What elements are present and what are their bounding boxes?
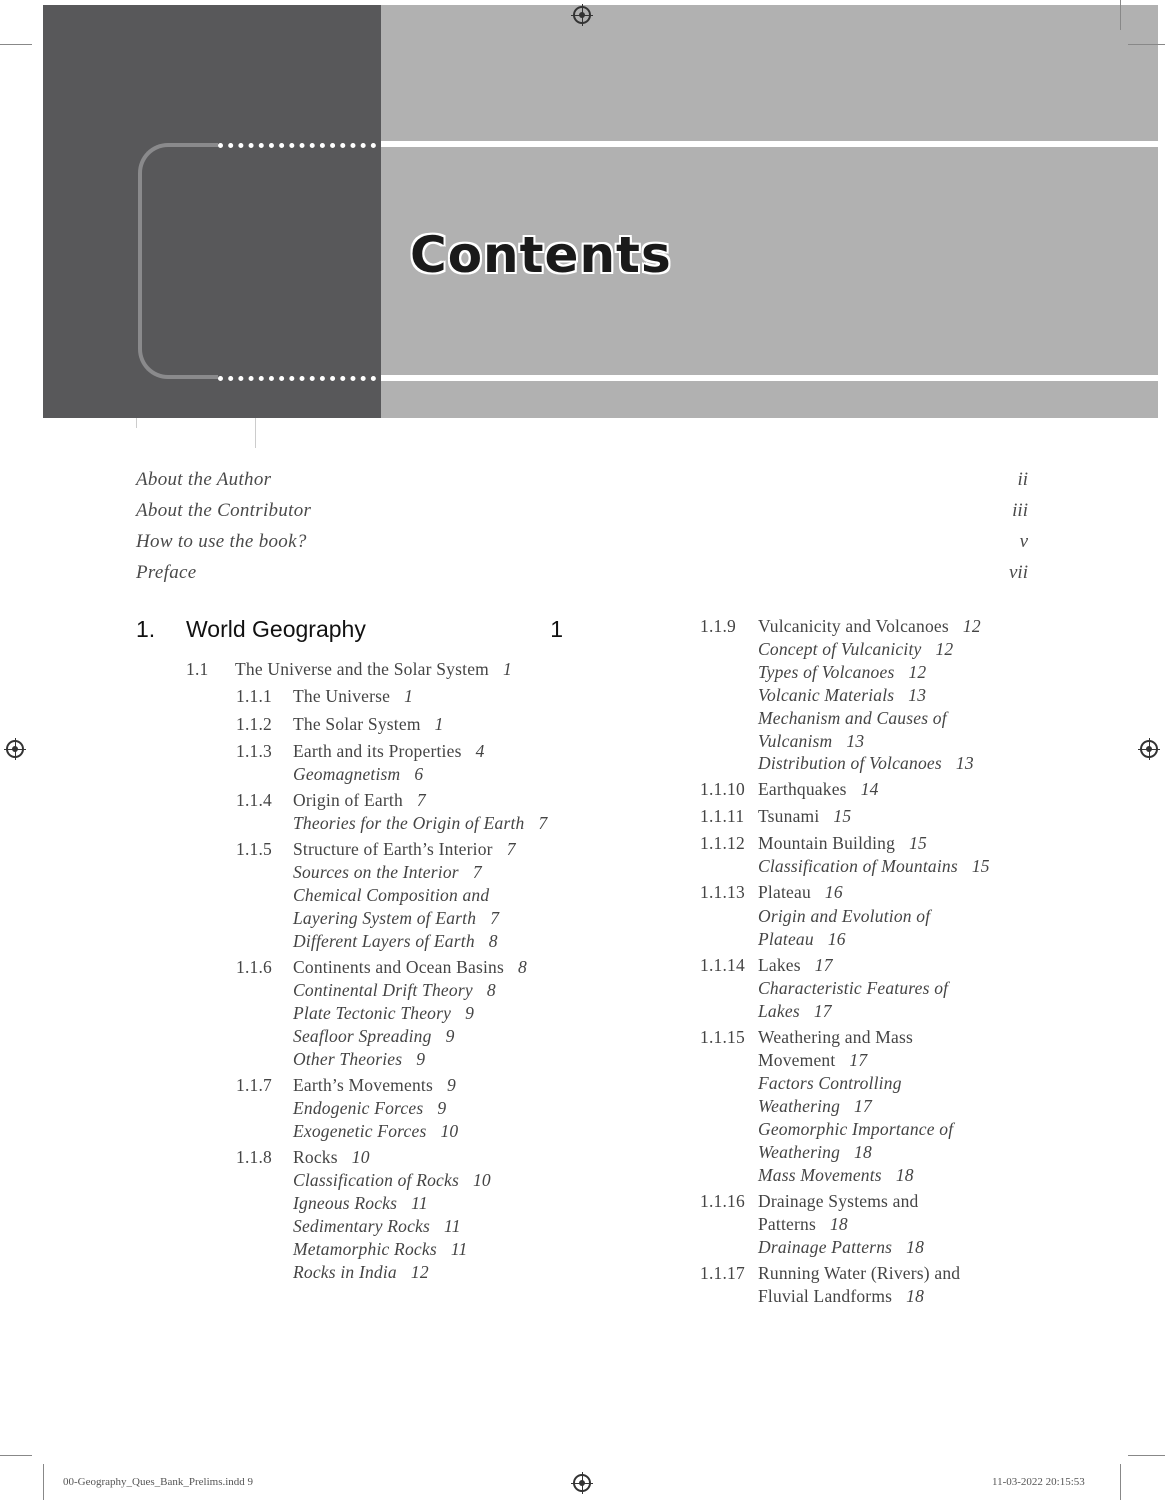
front-matter-page: iii (1012, 500, 1028, 521)
toc-entry-text: Layering System of Earth (293, 908, 477, 928)
registration-mark-top-icon (573, 6, 591, 24)
toc-entry-number: 1.1.7 (236, 1075, 272, 1095)
toc-entry-text: Rocks in India (293, 1262, 397, 1282)
toc-entry-page: 10 (351, 1147, 370, 1167)
chapter-number: 1. (136, 616, 156, 642)
toc-entry-text: Sedimentary Rocks (293, 1216, 431, 1236)
toc-entry-number: 1.1.14 (700, 955, 745, 975)
toc-entry-page: 15 (971, 856, 990, 876)
toc-entry-text: Distribution of Volcanoes (758, 753, 942, 773)
toc-entry (293, 1048, 425, 1070)
toc-entry-page: 14 (860, 779, 879, 799)
toc-entry (236, 740, 485, 762)
toc-entry-number: 1.1 (186, 659, 209, 679)
toc-entry (236, 713, 444, 735)
toc-entry-text: Drainage Patterns (758, 1237, 893, 1257)
registration-mark-bottom-icon (573, 1474, 591, 1492)
toc-entry (293, 861, 482, 883)
crop-mark (1128, 1455, 1165, 1456)
toc-entry (758, 1285, 924, 1307)
page-title: Contents (410, 226, 672, 284)
toc-entry (758, 977, 948, 999)
toc-entry-number: 1.1.6 (236, 957, 272, 977)
toc-entry-text: Exogenetic Forces (293, 1121, 427, 1141)
toc-entry-text: Concept of Vulcanicity (758, 639, 922, 659)
registration-mark-right-icon (1140, 740, 1158, 758)
toc-entry (293, 763, 423, 785)
toc-entry-number: 1.1.4 (236, 790, 272, 810)
toc-entry (293, 1169, 491, 1191)
toc-entry-number: 1.1.11 (700, 806, 745, 826)
toc-entry (293, 1238, 467, 1260)
toc-entry (758, 1118, 953, 1140)
toc-entry-text: Lakes (758, 955, 801, 975)
toc-entry-text: Factors Controlling (758, 1073, 902, 1093)
toc-entry-text: Classification of Mountains (758, 856, 958, 876)
toc-entry (236, 1146, 370, 1168)
toc-entry-text: Origin and Evolution of (758, 906, 931, 926)
toc-entry (293, 1002, 474, 1024)
chapter-page: 1 (550, 616, 563, 642)
toc-entry-page: 13 (908, 685, 927, 705)
toc-entry-text: Igneous Rocks (293, 1193, 398, 1213)
toc-entry (236, 685, 413, 707)
toc-entry-page: 1 (434, 714, 444, 734)
toc-entry-text: Plate Tectonic Theory (293, 1003, 452, 1023)
toc-entry-text: Rocks (293, 1147, 338, 1167)
toc-entry (236, 1074, 456, 1096)
toc-entry-page: 12 (908, 662, 927, 682)
crop-mark (1128, 44, 1165, 45)
front-matter-label: How to use the book? (136, 531, 307, 552)
toc-entry-page: 9 (446, 1075, 456, 1095)
toc-entry-page: 13 (846, 731, 865, 751)
guide-mark (255, 418, 256, 448)
toc-entry-text: Origin of Earth (293, 790, 403, 810)
toc-entry (758, 730, 864, 752)
toc-entry (758, 1236, 924, 1258)
toc-entry (700, 615, 981, 637)
toc-entry (758, 1164, 914, 1186)
header-bracket (138, 143, 218, 379)
toc-entry-text: Different Layers of Earth (293, 931, 475, 951)
toc-entry-text: Running Water (Rivers) and (758, 1263, 961, 1283)
toc-entry-page: 9 (437, 1098, 447, 1118)
toc-entry (758, 1072, 902, 1094)
toc-entry-number: 1.1.16 (700, 1191, 745, 1211)
toc-entry-text: Seafloor Spreading (293, 1026, 432, 1046)
toc-entry-text: Mountain Building (758, 833, 896, 853)
toc-entry (293, 1025, 455, 1047)
toc-entry-text: Fluvial Landforms (758, 1286, 893, 1306)
toc-entry-page: 17 (849, 1050, 868, 1070)
toc-entry-text: The Universe and the Solar System (235, 659, 489, 679)
toc-entry-text: Geomagnetism (293, 764, 401, 784)
toc-entry-text: Characteristic Features of (758, 978, 949, 998)
toc-entry-page: 18 (829, 1214, 848, 1234)
toc-entry-text: Weathering (758, 1142, 841, 1162)
toc-entry-text: The Solar System (293, 714, 421, 734)
toc-entry-page: 7 (538, 813, 548, 833)
header-dots-bottom (218, 376, 376, 381)
toc-entry (758, 684, 926, 706)
toc-entry-number: 1.1.1 (236, 686, 272, 706)
front-matter-page: ii (1017, 469, 1028, 490)
toc-entry (700, 954, 833, 976)
toc-entry-text: Movement (758, 1050, 836, 1070)
toc-entry-page: 7 (472, 862, 482, 882)
toc-entry (236, 956, 527, 978)
toc-entry (293, 1261, 429, 1283)
toc-entry-text: Endogenic Forces (293, 1098, 424, 1118)
toc-entry (758, 928, 846, 950)
toc-entry-text: Drainage Systems and (758, 1191, 919, 1211)
toc-entry (293, 1192, 428, 1214)
toc-entry-page: 9 (416, 1049, 426, 1069)
toc-entry-page: 4 (475, 741, 485, 761)
toc-entry-page: 7 (506, 839, 516, 859)
toc-entry-page: 11 (411, 1193, 428, 1213)
toc-entry-page: 6 (414, 764, 424, 784)
toc-entry (758, 752, 974, 774)
toc-entry-text: Vulcanism (758, 731, 833, 751)
toc-entry-number: 1.1.3 (236, 741, 272, 761)
toc-entry-text: Continents and Ocean Basins (293, 957, 504, 977)
header-rule-top (381, 141, 1158, 147)
toc-entry-page: 1 (502, 659, 512, 679)
toc-entry-number: 1.1.15 (700, 1027, 745, 1047)
toc-entry (700, 805, 851, 827)
toc-entry-text: Weathering and Mass (758, 1027, 913, 1047)
toc-entry (700, 832, 927, 854)
toc-entry-text: Chemical Composition and (293, 885, 490, 905)
guide-mark (136, 418, 137, 428)
toc-entry-page: 17 (854, 1096, 872, 1116)
toc-entry-page: 13 (955, 753, 974, 773)
toc-entry-page: 8 (488, 931, 498, 951)
toc-entry-text: Earth’s Movements (293, 1075, 433, 1095)
toc-entry-text: Classification of Rocks (293, 1170, 459, 1190)
toc-entry-page: 12 (410, 1262, 429, 1282)
toc-entry-page: 7 (490, 908, 500, 928)
toc-entry (236, 789, 426, 811)
toc-entry-text: Vulcanicity and Volcanoes (758, 616, 949, 636)
toc-entry-number: 1.1.13 (700, 882, 745, 902)
toc-entry (758, 905, 930, 927)
toc-entry-number: 1.1.8 (236, 1147, 272, 1167)
toc-entry-page: 7 (416, 790, 426, 810)
toc-entry-number: 1.1.12 (700, 833, 745, 853)
crop-mark (0, 44, 32, 45)
toc-entry (758, 1000, 832, 1022)
toc-entry (700, 778, 879, 800)
toc-entry (758, 1095, 872, 1117)
toc-entry (236, 838, 516, 860)
toc-entry (758, 661, 926, 683)
toc-entry-number: 1.1.10 (700, 779, 745, 799)
toc-entry (293, 812, 547, 834)
header-rule-bottom (381, 375, 1158, 381)
toc-entry (758, 1213, 848, 1235)
front-matter-page: vii (1009, 562, 1028, 583)
toc-entry-text: Continental Drift Theory (293, 980, 473, 1000)
toc-entry-text: Mass Movements (758, 1165, 882, 1185)
toc-entry-text: Earth and its Properties (293, 741, 462, 761)
toc-entry-text: Tsunami (758, 806, 820, 826)
toc-entry (293, 1215, 461, 1237)
toc-entry-page: 1 (404, 686, 414, 706)
toc-entry-text: Structure of Earth’s Interior (293, 839, 493, 859)
toc-entry-text: Geomorphic Importance of (758, 1119, 954, 1139)
toc-entry-page: 9 (445, 1026, 455, 1046)
toc-entry (293, 907, 499, 929)
chapter-title: World Geography (186, 616, 366, 642)
footer-timestamp: 11-03-2022 20:15:53 (992, 1476, 1085, 1488)
toc-entry-page: 15 (833, 806, 852, 826)
toc-entry-number: 1.1.2 (236, 714, 272, 734)
header-dots-top (218, 143, 376, 148)
front-matter-label: About the Contributor (136, 500, 312, 521)
toc-entry-text: Mechanism and Causes of (758, 708, 947, 728)
toc-entry (700, 1026, 913, 1048)
front-matter-label: Preface (136, 562, 197, 583)
footer-file-name: 00-Geography_Ques_Bank_Prelims.indd 9 (63, 1476, 254, 1488)
toc-entry-page: 8 (518, 957, 527, 977)
toc-entry (186, 658, 512, 680)
header-band-light (381, 5, 1158, 418)
toc-entry (293, 884, 489, 906)
crop-mark (1120, 0, 1121, 30)
front-matter-page: v (1019, 531, 1028, 552)
toc-entry (700, 881, 843, 903)
toc-entry-text: Types of Volcanoes (758, 662, 895, 682)
toc-entry-page: 16 (824, 882, 843, 902)
toc-entry (758, 638, 953, 660)
toc-entry-text: Earthquakes (758, 779, 847, 799)
toc-entry-text: Plateau (758, 929, 814, 949)
toc-entry (758, 1049, 867, 1071)
toc-entry-page: 12 (935, 639, 954, 659)
toc-entry-text: Volcanic Materials (758, 685, 895, 705)
front-matter-label: About the Author (136, 469, 272, 490)
toc-entry-text: Patterns (758, 1214, 816, 1234)
toc-entry-page: 9 (465, 1003, 475, 1023)
toc-entry (758, 707, 947, 729)
toc-entry (700, 1262, 960, 1284)
toc-entry-number: 1.1.9 (700, 616, 736, 636)
toc-entry (293, 1097, 446, 1119)
toc-entry (758, 1141, 872, 1163)
toc-entry-page: 15 (909, 833, 927, 853)
toc-entry-page: 11 (444, 1216, 461, 1236)
toc-entry-text: Theories for the Origin of Earth (293, 813, 525, 833)
toc-entry-page: 18 (906, 1286, 925, 1306)
toc-entry-page: 8 (486, 980, 496, 1000)
toc-entry-text: Plateau (758, 882, 811, 902)
toc-entry-text: Other Theories (293, 1049, 403, 1069)
toc-entry-text: The Universe (293, 686, 391, 706)
toc-entry (758, 855, 990, 877)
toc-entry-page: 17 (813, 1001, 832, 1021)
toc-entry-page: 10 (472, 1170, 491, 1190)
toc-entry-page: 16 (827, 929, 846, 949)
crop-mark (0, 1455, 32, 1456)
toc-entry-text: Sources on the Interior (293, 862, 459, 882)
toc-entry (293, 930, 498, 952)
toc-entry-number: 1.1.17 (700, 1263, 745, 1283)
registration-mark-left-icon (6, 740, 24, 758)
toc-entry (293, 979, 496, 1001)
toc-entry-text: Lakes (758, 1001, 800, 1021)
toc-entry-number: 1.1.5 (236, 839, 272, 859)
toc-entry (293, 1120, 458, 1142)
crop-mark (43, 1464, 44, 1500)
toc-entry-page: 18 (906, 1237, 925, 1257)
toc-entry-text: Metamorphic Rocks (293, 1239, 437, 1259)
toc-entry-page: 18 (895, 1165, 914, 1185)
toc-entry-text: Weathering (758, 1096, 841, 1116)
toc-entry-page: 12 (962, 616, 981, 636)
toc-entry-page: 18 (854, 1142, 872, 1162)
crop-mark (1120, 1464, 1121, 1500)
toc-entry-page: 17 (814, 955, 833, 975)
toc-entry (700, 1190, 919, 1212)
toc-entry-page: 11 (450, 1239, 468, 1259)
toc-entry-page: 10 (440, 1121, 459, 1141)
